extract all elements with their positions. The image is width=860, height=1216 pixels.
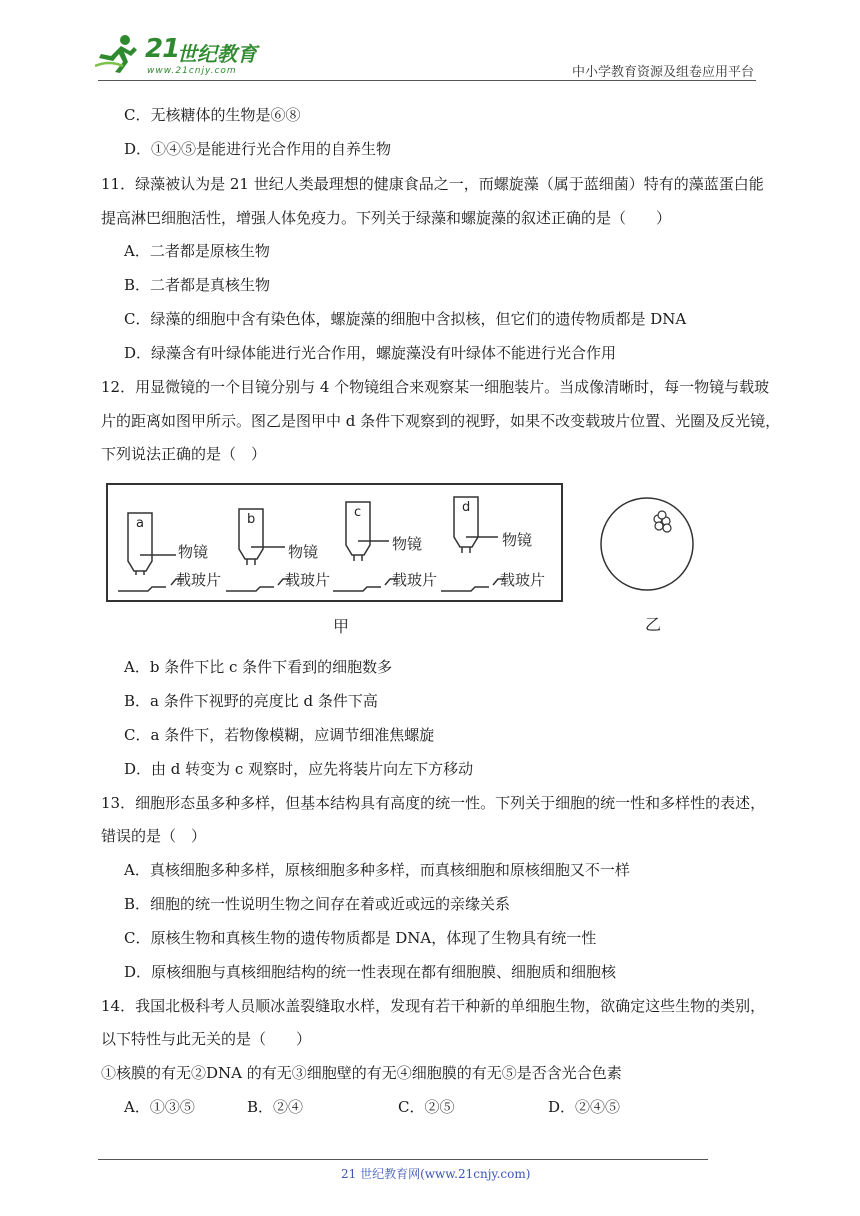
- slide-label-d: 载玻片: [500, 571, 546, 589]
- figure-jia: [106, 483, 563, 602]
- option-line: A．b 条件下比 c 条件下看到的细胞数多: [124, 658, 393, 676]
- logo: [95, 30, 265, 80]
- header-right-text: 中小学教育资源及组卷应用平台: [572, 65, 755, 80]
- objective-letter-b: b: [247, 512, 256, 527]
- objective-letter-d: d: [462, 500, 471, 515]
- slide-label-b: 载玻片: [285, 571, 331, 589]
- question-line: 错误的是（ ）: [101, 827, 207, 845]
- objective-label-d: 物镜: [502, 531, 533, 549]
- question-line: ①核膜的有无②DNA 的有无③细胞壁的有无④细胞膜的有无⑤是否含光合色素: [101, 1064, 622, 1082]
- option-line: C．绿藻的细胞中含有染色体，螺旋藻的细胞中含拟核，但它们的遗传物质都是 DNA: [124, 310, 687, 328]
- objective-letter-a: a: [136, 516, 144, 531]
- slide-label-a: 载玻片: [176, 571, 222, 589]
- q14-option-a: A．①③⑤: [124, 1098, 195, 1116]
- header-rule: [98, 80, 756, 81]
- question-line: 14．我国北极科考人员顺冰盖裂缝取水样，发现有若干种新的单细胞生物，欲确定这些生物的类别，: [101, 997, 766, 1015]
- slide-label-c: 载玻片: [392, 571, 438, 589]
- logo-number: 21: [145, 34, 180, 64]
- question-line: 13．细胞形态虽多种多样，但基本结构具有高度的统一性。下列关于细胞的统一性和多样性的表述，: [101, 794, 766, 812]
- question-line: 片的距离如图甲所示。图乙是图甲中 d 条件下观察到的视野，如果不改变载玻片位置、光圈及反光镜，: [101, 412, 781, 430]
- option-line: D．由 d 转变为 c 观察时，应先将装片向左下方移动: [124, 760, 474, 778]
- objective-d: [441, 497, 506, 591]
- footer-rule: [98, 1159, 708, 1160]
- objective-label-b: 物镜: [288, 543, 319, 561]
- option-line: A．真核细胞多种多样，原核细胞多种多样，而真核细胞和原核细胞又不一样: [124, 861, 630, 879]
- q14-option-b: B．②④: [247, 1098, 304, 1116]
- logo-text: 世纪教育: [177, 42, 257, 66]
- option-line: C．a 条件下，若物像模糊，应调节细准焦螺旋: [124, 726, 435, 744]
- q14-option-c: C．②⑤: [398, 1098, 455, 1116]
- option-line: D．①④⑤是能进行光合作用的自养生物: [124, 140, 392, 158]
- objective-b: [226, 509, 291, 591]
- objective-label-a: 物镜: [178, 543, 209, 561]
- q14-option-d: D．②④⑤: [548, 1098, 621, 1116]
- header: [0, 0, 860, 85]
- figure-caption-jia: 甲: [333, 617, 350, 636]
- question-line: 以下特性与此无关的是（ ）: [101, 1030, 312, 1048]
- option-line: C．原核生物和真核生物的遗传物质都是 DNA，体现了生物具有统一性: [124, 929, 597, 947]
- option-line: A．二者都是原核生物: [124, 242, 270, 260]
- figure-yi-field-of-view: [598, 495, 696, 593]
- question-line: 下列说法正确的是（ ）: [101, 445, 267, 463]
- option-line: C．无核糖体的生物是⑥⑧: [124, 106, 301, 124]
- question-line: 11．绿藻被认为是 21 世纪人类最理想的健康食品之一，而螺旋藻（属于蓝细菌）特有的藻蓝蛋白能: [101, 175, 764, 193]
- runner-icon: [95, 34, 141, 74]
- option-line: B．a 条件下视野的亮度比 d 条件下高: [124, 692, 378, 710]
- logo-url: www.21cnjy.com: [147, 66, 237, 76]
- objective-a: [118, 513, 184, 591]
- option-line: B．细胞的统一性说明生物之间存在着或近或远的亲缘关系: [124, 895, 511, 913]
- objective-c: [333, 502, 398, 591]
- option-line: D．绿藻含有叶绿体能进行光合作用，螺旋藻没有叶绿体不能进行光合作用: [124, 344, 617, 362]
- cells-cluster: [654, 511, 671, 532]
- question-line: 提高淋巴细胞活性，增强人体免疫力。下列关于绿藻和螺旋藻的叙述正确的是（ ）: [101, 209, 672, 227]
- footer-text: 21 世纪教育网(www.21cnjy.com): [341, 1167, 531, 1181]
- figure-caption-yi: 乙: [645, 615, 662, 634]
- option-line: B．二者都是真核生物: [124, 276, 271, 294]
- option-line: D．原核细胞与真核细胞结构的统一性表现在都有细胞膜、细胞质和细胞核: [124, 963, 617, 981]
- objective-label-c: 物镜: [392, 535, 423, 553]
- question-line: 12．用显微镜的一个目镜分别与 4 个物镜组合来观察某一细胞装片。当成像清晰时，每一物镜与载玻: [101, 378, 770, 396]
- objective-letter-c: c: [354, 505, 362, 520]
